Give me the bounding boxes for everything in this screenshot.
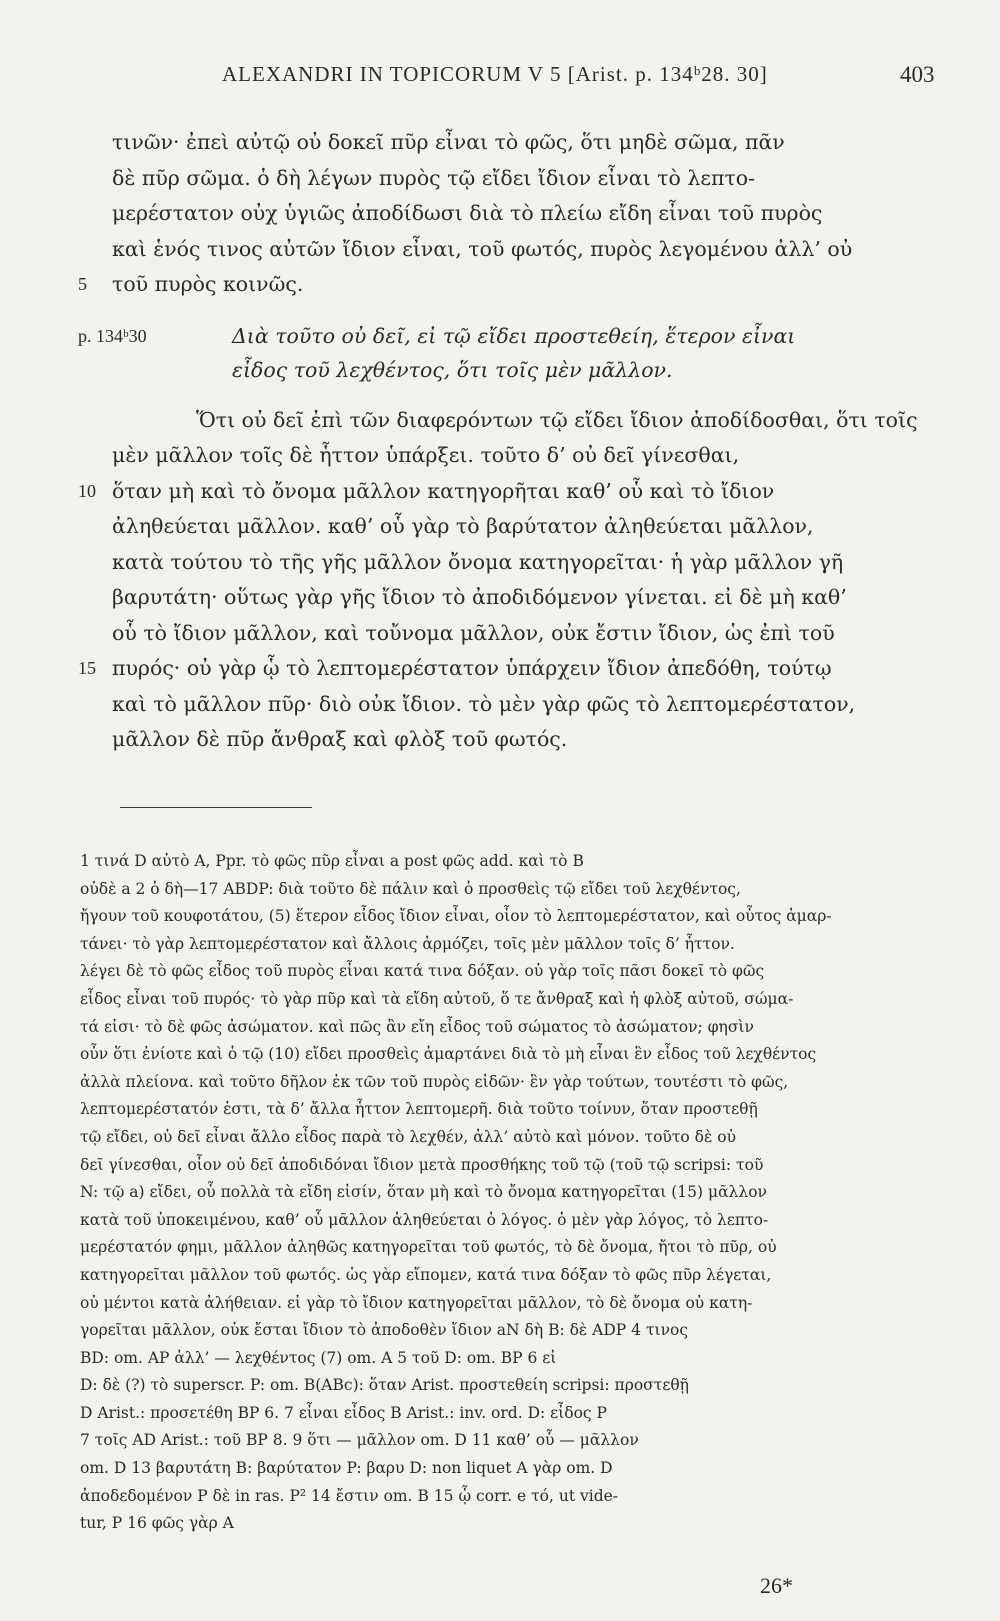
apparatus-line: ἤγουν τοῦ κουφοτάτου, (5) ἕτερον εἶδος ἴδιον εἶναι, οἷον τὸ λεπτομερέστατον, καὶ οὗτος ἁμαρ- xyxy=(80,907,832,926)
apparatus-line: λεπτομερέστατόν ἐστι, τὰ δ’ ἄλλα ἧττον λεπτομερῆ. διὰ τοῦτο τοίνυν, ὅταν προστεθῇ xyxy=(80,1100,758,1119)
apparatus-line: BD: om. AP ἀλλ’ — λεχθέντος (7) om. A 5 τοῦ D: om. BP 6 εἰ xyxy=(80,1348,557,1367)
apparatus-line: δεῖ γίνεσθαι, οἷον οὐ δεῖ ἀποδιδόναι ἴδιον μετὰ προσθήκης τοῦ τῷ (τοῦ τῷ scripsi: τοῦ xyxy=(80,1155,764,1174)
footnote-rule xyxy=(120,807,312,808)
paragraph-2 xyxy=(0,403,1000,758)
text-line xyxy=(0,722,1000,758)
line-text: Ὅτι οὐ δεῖ ἐπὶ τῶν διαφερόντων τῷ εἴδει ἴδιον ἀποδίδοσθαι, ὅτι τοῖς xyxy=(196,407,918,432)
line-text: πυρός· οὐ γὰρ ᾧ τὸ λεπτομερέστατον ὑπάρχειν ἴδιον ἀπεδόθη, τούτῳ xyxy=(112,656,832,680)
text-line xyxy=(0,125,1000,161)
spacer xyxy=(0,303,1000,319)
line-text: βαρυτάτη· οὕτως γὰρ γῆς ἴδιον τὸ ἀποδιδόμενον γίνεται. εἰ δὲ μὴ καθ’ xyxy=(112,585,847,609)
page-header xyxy=(0,62,1000,92)
apparatus-line: 7 τοῖς AD Arist.: τοῦ BP 8. 9 ὅτι — μᾶλλον om. D 11 καθ’ οὗ — μᾶλλον xyxy=(80,1431,639,1450)
line-text: καὶ τὸ μᾶλλον πῦρ· διὸ οὐκ ἴδιον. τὸ μὲν γὰρ φῶς τὸ λεπτομερέστατον, xyxy=(112,691,856,716)
apparatus-line: D: δὲ (?) τὸ superscr. P: om. B(ABc): ὅταν Arist. προστεθείη scripsi: προστεθῇ xyxy=(80,1376,689,1395)
lemma-line-2 xyxy=(0,353,1000,387)
line-text: ὅταν μὴ καὶ τὸ ὄνομα μᾶλλον κατηγορῆται καθ’ οὗ καὶ τὸ ἴδιον xyxy=(112,478,775,503)
apparatus-line: κατὰ τοῦ ὑποκειμένου, καθ’ οὗ μᾶλλον ἀληθεύεται ὁ λόγος. ὁ μὲν γὰρ λόγος, τὸ λεπτο- xyxy=(80,1210,769,1229)
apparatus-line: τῷ εἴδει, οὐ δεῖ εἶναι ἄλλο εἶδος παρὰ τὸ λεχθέν, ἀλλ’ αὐτὸ καὶ μόνον. τοῦτο δὲ οὐ xyxy=(80,1127,737,1146)
apparatus-line: τάνει· τὸ γὰρ λεπτομερέστατον καὶ ἄλλοις ἁρμόζει, τοῖς μὲν μᾶλλον τοῖς δ’ ἧττον. xyxy=(80,934,735,953)
apparatus-line: λέγει δὲ τὸ φῶς εἶδος τοῦ πυρὸς εἶναι κατά τινα δόξαν. οὐ γὰρ τοῖς πᾶσι δοκεῖ τὸ φῶς xyxy=(80,962,765,981)
line-text: δὲ πῦρ σῶμα. ὁ δὴ λέγων πυρὸς τῷ εἴδει ἴδιον εἶναι τὸ λεπτο- xyxy=(112,165,756,190)
line-text: τοῦ πυρὸς κοινῶς. xyxy=(112,272,304,296)
text-line xyxy=(0,267,1000,303)
apparatus-line: οὐδὲ a 2 ὁ δὴ—17 ABDP: διὰ τοῦτο δὲ πάλιν καὶ ὁ προσθεὶς τῷ εἴδει τοῦ λεχθέντος, xyxy=(80,879,741,898)
line-number: 5 xyxy=(78,274,87,294)
line-text: κατὰ τούτου τὸ τῆς γῆς μᾶλλον ὄνομα κατηγορεῖται· ἡ γὰρ μᾶλλον γῆ xyxy=(112,549,844,574)
text-line xyxy=(0,232,1000,268)
lemma-reference: p. 134ᵇ30 xyxy=(78,325,147,346)
lemma-text: Διὰ τοῦτο οὐ δεῖ, εἰ τῷ εἴδει προστεθείη, ἕτερον εἶναι xyxy=(232,323,796,348)
paragraph-1 xyxy=(0,125,1000,303)
page-number: 403 xyxy=(900,62,935,87)
apparatus-line: ἀποδεδομένον P δὲ in ras. P² 14 ἔστιν om. B 15 ᾧ corr. e τό, ut vide- xyxy=(80,1486,619,1505)
line-number: 10 xyxy=(78,480,96,501)
apparatus-line: 1 τινά D αὐτὸ A, Ppr. τὸ φῶς πῦρ εἶναι a post φῶς add. καὶ τὸ B xyxy=(80,852,584,870)
signature-mark: 26* xyxy=(760,1573,793,1598)
critical-apparatus xyxy=(0,848,1000,1538)
apparatus-line: μερέστατόν φημι, μᾶλλον ἀληθῶς κατηγορεῖται τοῦ φωτός, τὸ δὲ ὄνομα, ἤτοι τὸ πῦρ, οὐ xyxy=(80,1238,777,1257)
apparatus-line: τά εἰσι· τὸ δὲ φῶς ἀσώματον. καὶ πῶς ἂν εἴη εἶδος τοῦ σώματος τὸ ἀσώματον; φησὶν xyxy=(80,1017,754,1036)
apparatus-line: N: τῷ a) εἴδει, οὗ πολλὰ τὰ εἴδη εἰσίν, ὅταν μὴ καὶ τὸ ὄνομα κατηγορεῖται (15) μᾶλλον xyxy=(80,1183,767,1202)
running-head: ALEXANDRI IN TOPICORUM V 5 [Arist. p. 134ᵇ28. 30] xyxy=(222,62,768,86)
apparatus-line: ἀλλὰ πλείονα. καὶ τοῦτο δῆλον ἐκ τῶν τοῦ πυρὸς εἰδῶν· ἓν γὰρ τούτων, τουτέστι τὸ φῶς, xyxy=(80,1072,789,1091)
lemma-line-1 xyxy=(0,319,1000,353)
apparatus-line: κατηγορεῖται μᾶλλον τοῦ φωτός. ὡς γὰρ εἴπομεν, κατά τινα δόξαν τὸ φῶς πῦρ λέγεται, xyxy=(80,1265,772,1284)
line-text: μὲν μᾶλλον τοῖς δὲ ἧττον ὑπάρξει. τοῦτο δ’ οὐ δεῖ γίνεσθαι, xyxy=(112,443,740,467)
apparatus-line: οὖν ὅτι ἐνίοτε καὶ ὁ τῷ (10) εἴδει προσθεὶς ἁμαρτάνει διὰ τὸ μὴ εἶναι ἓν εἶδος τοῦ λεχθέντος xyxy=(80,1045,817,1064)
line-text: μερέστατον οὐχ ὑγιῶς ἀποδίδωσι διὰ τὸ πλείω εἴδη εἶναι τοῦ πυρὸς xyxy=(112,201,823,225)
line-text: καὶ ἑνός τινος αὐτῶν ἴδιον εἶναι, τοῦ φωτός, πυρὸς λεγομένου ἀλλ’ οὐ xyxy=(112,236,853,261)
apparatus-line: γορεῖται μᾶλλον, οὐκ ἔσται ἴδιον τὸ ἀποδοθὲν ἴδιον aN δὴ B: δὲ ADP 4 τινος xyxy=(80,1321,689,1340)
text-line xyxy=(0,161,1000,197)
line-text: μᾶλλον δὲ πῦρ ἄνθραξ καὶ φλὸξ τοῦ φωτός. xyxy=(112,727,568,751)
text-line xyxy=(0,403,1000,439)
spacer xyxy=(0,387,1000,403)
text-line xyxy=(0,651,1000,687)
text-line xyxy=(0,438,1000,474)
text-line xyxy=(0,196,1000,232)
text-line xyxy=(0,687,1000,723)
text-line xyxy=(0,474,1000,510)
apparatus-line: εἶδος εἶναι τοῦ πυρός· τὸ γὰρ πῦρ καὶ τὰ εἴδη αὐτοῦ, ὅ τε ἄνθραξ καὶ ἡ φλὸξ αὐτοῦ, σώμα- xyxy=(80,989,794,1008)
apparatus-line: οὐ μέντοι κατὰ ἀλήθειαν. εἰ γὰρ τὸ ἴδιον κατηγορεῖται μᾶλλον, τὸ δὲ ὄνομα οὐ κατη- xyxy=(80,1293,753,1312)
text-line xyxy=(0,580,1000,616)
line-text: ἀληθεύεται μᾶλλον. καθ’ οὗ γὰρ τὸ βαρύτατον ἀληθεύεται μᾶλλον, xyxy=(112,514,814,538)
text-line xyxy=(0,509,1000,545)
apparatus-line: D Arist.: προσετέθη BP 6. 7 εἶναι εἶδος B Arist.: inv. ord. D: εἶδος P xyxy=(80,1403,607,1422)
line-number: 15 xyxy=(78,658,96,678)
line-text: τινῶν· ἐπεὶ αὐτῷ οὐ δοκεῖ πῦρ εἶναι τὸ φῶς, ὅτι μηδὲ σῶμα, πᾶν xyxy=(112,130,785,154)
main-text xyxy=(0,125,1000,758)
text-line xyxy=(0,616,1000,652)
apparatus-line: tur, P 16 φῶς γὰρ A xyxy=(80,1514,234,1533)
line-text: οὗ τὸ ἴδιον μᾶλλον, καὶ τοὔνομα μᾶλλον, οὐκ ἔστιν ἴδιον, ὡς ἐπὶ τοῦ xyxy=(112,620,835,645)
text-line xyxy=(0,545,1000,581)
apparatus-line: om. D 13 βαρυτάτη B: βαρύτατον P: βαρυ D: non liquet A γὰρ om. D xyxy=(80,1459,613,1478)
lemma-text: εἶδος τοῦ λεχθέντος, ὅτι τοῖς μὲν μᾶλλον. xyxy=(232,357,673,382)
